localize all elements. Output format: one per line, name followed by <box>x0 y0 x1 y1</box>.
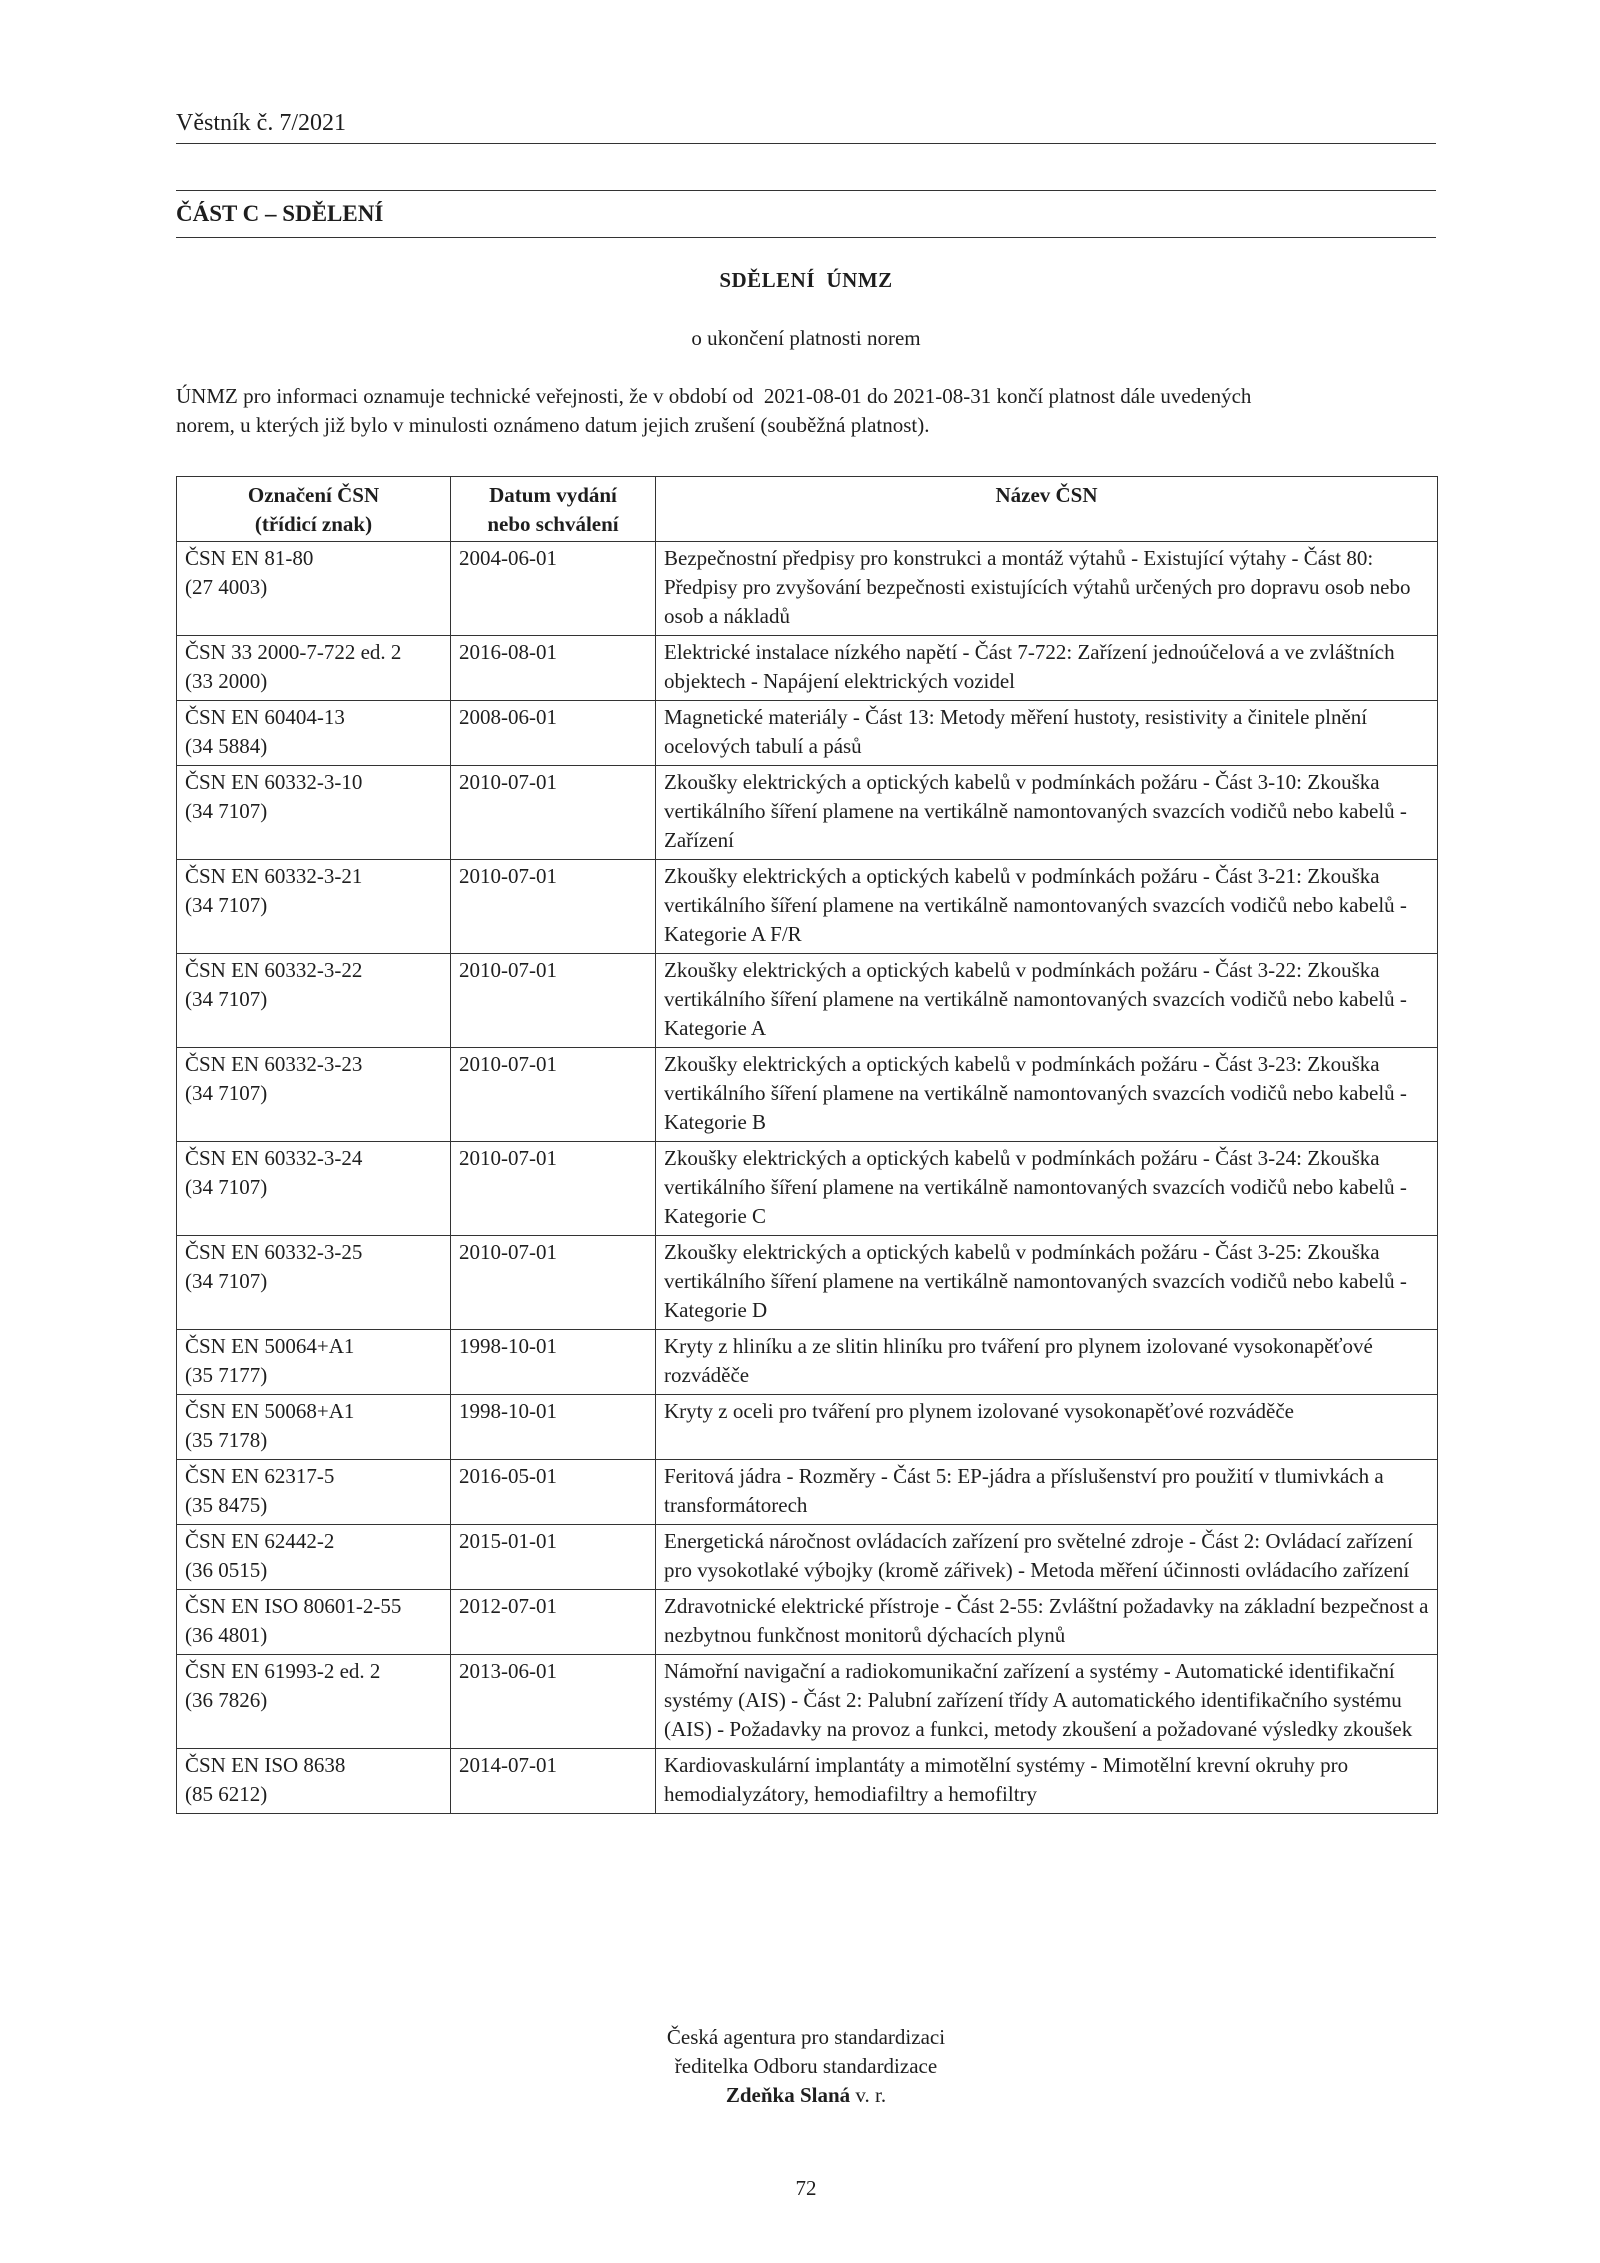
norm-code: ČSN EN 61993-2 ed. 2 <box>185 1659 381 1683</box>
issue-date: 2008-06-01 <box>451 701 656 766</box>
table-row <box>177 1525 1438 1590</box>
issue-date: 2010-07-01 <box>451 766 656 860</box>
norm-title: Zdravotnické elektrické přístroje - Část 2-55: Zvláštní požadavky na základní bezpečnost a nezbytnou funkčnost monitorů dýchacích plynů <box>656 1590 1438 1655</box>
norm-title: Bezpečnostní předpisy pro konstrukci a montáž výtahů - Existující výtahy - Část 80: Předpisy pro zvyšování bezpečnosti existujících výtahů určených pro dopravu osob nebo osob a nákladů <box>656 542 1438 636</box>
issue-date: 2013-06-01 <box>451 1655 656 1749</box>
section-header-box <box>176 190 1436 238</box>
table-row <box>177 542 1438 636</box>
norm-code: ČSN EN 62442-2 <box>185 1529 335 1553</box>
header-date-line1: Datum vydání <box>489 483 617 507</box>
designation-cell <box>177 701 451 766</box>
designation-cell <box>177 542 451 636</box>
header-designation <box>177 477 451 542</box>
norm-code: ČSN EN 60332-3-22 <box>185 958 363 982</box>
designation-cell <box>177 766 451 860</box>
classification-code: (34 7107) <box>185 1081 268 1105</box>
norm-code: ČSN EN 60332-3-24 <box>185 1146 363 1170</box>
norm-code: ČSN EN ISO 80601-2-55 <box>185 1594 402 1618</box>
classification-code: (36 7826) <box>185 1688 268 1712</box>
norm-code: ČSN EN 50064+A1 <box>185 1334 355 1358</box>
classification-code: (33 2000) <box>185 669 268 693</box>
issue-date: 2004-06-01 <box>451 542 656 636</box>
header-date <box>451 477 656 542</box>
norm-title: Elektrické instalace nízkého napětí - Část 7-722: Zařízení jednoúčelová a ve zvláštních objektech - Napájení elektrických vozidel <box>656 636 1438 701</box>
issue-date: 2014-07-01 <box>451 1749 656 1814</box>
issue-date: 2010-07-01 <box>451 1142 656 1236</box>
intro-line-2: norem, u kterých již bylo v minulosti oznámeno datum jejich zrušení (souběžná platnost). <box>176 413 930 437</box>
norm-title: Námořní navigační a radiokomunikační zařízení a systémy - Automatické identifikační systémy (AIS) - Část 2: Palubní zařízení třídy A automatického identifikačního systému (AIS) - Požadavky na provoz a funkci, metody zkoušení a požadované výsledky zkoušek <box>656 1655 1438 1749</box>
classification-code: (36 0515) <box>185 1558 268 1582</box>
norm-code: ČSN EN ISO 8638 <box>185 1753 346 1777</box>
issue-date: 2016-05-01 <box>451 1460 656 1525</box>
header-title-text: Název ČSN <box>995 483 1098 507</box>
header-title <box>656 477 1438 542</box>
signature-position: ředitelka Odboru standardizace <box>674 2054 938 2078</box>
table-row <box>177 1236 1438 1330</box>
norm-code: ČSN EN 81-80 <box>185 546 314 570</box>
classification-code: (34 7107) <box>185 1175 268 1199</box>
norm-title: Kardiovaskulární implantáty a mimotělní systémy - Mimotělní krevní okruhy pro hemodialyzátory, hemodiafiltry a hemofiltry <box>656 1749 1438 1814</box>
classification-code: (85 6212) <box>185 1782 268 1806</box>
issue-date: 2010-07-01 <box>451 954 656 1048</box>
page-number: 72 <box>795 2176 817 2200</box>
notice-subtitle: o ukončení platnosti norem <box>691 326 921 350</box>
table-row <box>177 1590 1438 1655</box>
running-header: Věstník č. 7/2021 <box>176 110 1436 144</box>
table-row <box>177 1395 1438 1460</box>
classification-code: (36 4801) <box>185 1623 268 1647</box>
norms-table <box>176 476 1438 1814</box>
signature-organization: Česká agentura pro standardizaci <box>666 2025 946 2049</box>
norm-title: Zkoušky elektrických a optických kabelů v podmínkách požáru - Část 3-25: Zkouška vertikálního šíření plamene na vertikálně namontovaných svazcích vodičů nebo kabelů - Kategorie D <box>656 1236 1438 1330</box>
designation-cell <box>177 954 451 1048</box>
table-row <box>177 1142 1438 1236</box>
header-designation-line1: Označení ČSN <box>247 483 380 507</box>
signature-name: Zdeňka Slaná <box>725 2083 851 2107</box>
signature-name-line <box>176 2081 1436 2110</box>
norm-title: Kryty z oceli pro tváření pro plynem izolované vysokonapěťové rozváděče <box>656 1395 1438 1460</box>
norm-title: Energetická náročnost ovládacích zařízení pro světelné zdroje - Část 2: Ovládací zařízení pro vysokotlaké výbojky (kromě zářivek) - Metoda měření účinnosti ovládacího zařízení <box>656 1525 1438 1590</box>
classification-code: (34 7107) <box>185 987 268 1011</box>
table-row <box>177 1330 1438 1395</box>
designation-cell <box>177 1655 451 1749</box>
table-header-row <box>177 477 1438 542</box>
table-row <box>177 860 1438 954</box>
designation-cell <box>177 1330 451 1395</box>
norm-title: Zkoušky elektrických a optických kabelů v podmínkách požáru - Část 3-23: Zkouška vertikálního šíření plamene na vertikálně namontovaných svazcích vodičů nebo kabelů - Kategorie B <box>656 1048 1438 1142</box>
designation-cell <box>177 1460 451 1525</box>
norm-code: ČSN EN 60332-3-21 <box>185 864 363 888</box>
table-row <box>177 636 1438 701</box>
norm-code: ČSN 33 2000-7-722 ed. 2 <box>185 640 402 664</box>
table-row <box>177 1048 1438 1142</box>
norm-title: Kryty z hliníku a ze slitin hliníku pro tváření pro plynem izolované vysokonapěťové rozváděče <box>656 1330 1438 1395</box>
header-designation-line2: (třídicí znak) <box>254 512 373 536</box>
issue-date: 2010-07-01 <box>451 860 656 954</box>
classification-code: (35 7177) <box>185 1363 268 1387</box>
norm-code: ČSN EN 50068+A1 <box>185 1399 355 1423</box>
norm-title: Zkoušky elektrických a optických kabelů v podmínkách požáru - Část 3-24: Zkouška vertikálního šíření plamene na vertikálně namontovaných svazcích vodičů nebo kabelů - Kategorie C <box>656 1142 1438 1236</box>
intro-paragraph <box>176 382 1436 440</box>
header-date-line2: nebo schválení <box>487 512 619 536</box>
issue-date: 1998-10-01 <box>451 1330 656 1395</box>
classification-code: (34 7107) <box>185 893 268 917</box>
norms-table-body <box>177 542 1438 1814</box>
designation-cell <box>177 1749 451 1814</box>
classification-code: (27 4003) <box>185 575 268 599</box>
classification-code: (35 7178) <box>185 1428 268 1452</box>
designation-cell <box>177 1048 451 1142</box>
norm-title: Zkoušky elektrických a optických kabelů v podmínkách požáru - Část 3-10: Zkouška vertikálního šíření plamene na vertikálně namontovaných svazcích vodičů nebo kabelů - Zařízení <box>656 766 1438 860</box>
issue-date: 1998-10-01 <box>451 1395 656 1460</box>
issue-date: 2010-07-01 <box>451 1236 656 1330</box>
table-row <box>177 766 1438 860</box>
norm-title: Zkoušky elektrických a optických kabelů v podmínkách požáru - Část 3-22: Zkouška vertikálního šíření plamene na vertikálně namontovaných svazcích vodičů nebo kabelů - Kategorie A <box>656 954 1438 1048</box>
notice-title: SDĚLENÍ ÚNMZ <box>719 268 893 292</box>
norm-title: Magnetické materiály - Část 13: Metody měření hustoty, resistivity a činitele plnění ocelových tabulí a pásů <box>656 701 1438 766</box>
norm-code: ČSN EN 60332-3-25 <box>185 1240 363 1264</box>
classification-code: (35 8475) <box>185 1493 268 1517</box>
table-row <box>177 954 1438 1048</box>
designation-cell <box>177 1395 451 1460</box>
intro-line-1: ÚNMZ pro informaci oznamuje technické veřejnosti, že v období od 2021-08-01 do 2021-08-31 končí platnost dále uvedených <box>176 384 1252 408</box>
signature-suffix: v. r. <box>850 2083 887 2107</box>
table-row <box>177 1460 1438 1525</box>
table-row <box>177 1749 1438 1814</box>
issue-date: 2010-07-01 <box>451 1048 656 1142</box>
issue-date: 2015-01-01 <box>451 1525 656 1590</box>
classification-code: (34 7107) <box>185 799 268 823</box>
norm-code: ČSN EN 62317-5 <box>185 1464 335 1488</box>
designation-cell <box>177 1590 451 1655</box>
designation-cell <box>177 860 451 954</box>
table-row <box>177 701 1438 766</box>
norm-title: Zkoušky elektrických a optických kabelů v podmínkách požáru - Část 3-21: Zkouška vertikálního šíření plamene na vertikálně namontovaných svazcích vodičů nebo kabelů - Kategorie A F/R <box>656 860 1438 954</box>
norm-title: Feritová jádra - Rozměry - Část 5: EP-jádra a příslušenství pro použití v tlumivkách a transformátorech <box>656 1460 1438 1525</box>
norm-code: ČSN EN 60332-3-23 <box>185 1052 363 1076</box>
issue-date: 2012-07-01 <box>451 1590 656 1655</box>
signature-block <box>176 2023 1436 2110</box>
designation-cell <box>177 636 451 701</box>
norm-code: ČSN EN 60404-13 <box>185 705 345 729</box>
norm-code: ČSN EN 60332-3-10 <box>185 770 363 794</box>
designation-cell <box>177 1236 451 1330</box>
table-row <box>177 1655 1438 1749</box>
designation-cell <box>177 1142 451 1236</box>
classification-code: (34 7107) <box>185 1269 268 1293</box>
designation-cell <box>177 1525 451 1590</box>
section-title: ČÁST C – SDĚLENÍ <box>176 201 384 226</box>
classification-code: (34 5884) <box>185 734 268 758</box>
issue-date: 2016-08-01 <box>451 636 656 701</box>
